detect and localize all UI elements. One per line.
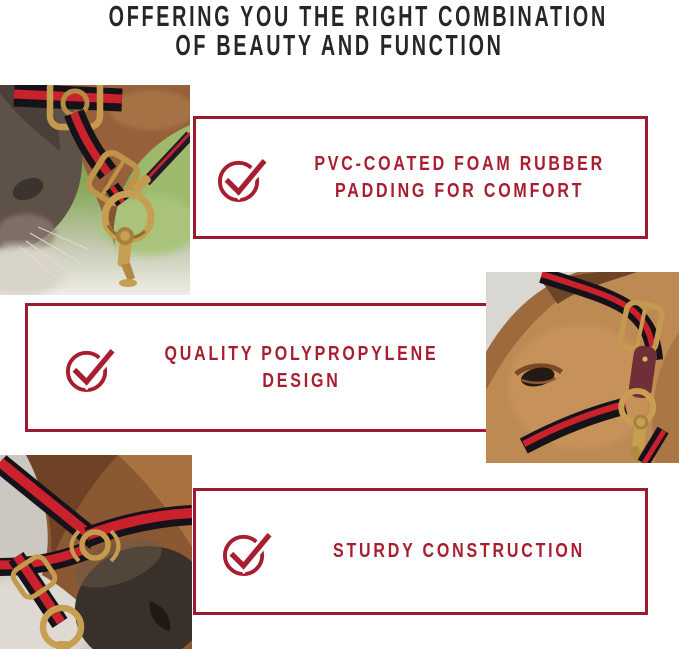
feature-line: QUALITY POLYPROPYLENE [164, 342, 439, 365]
feature-line: PVC-COATED FOAM RUBBER [314, 152, 605, 175]
check-circle-icon [221, 526, 273, 578]
feature-box-polypropylene [25, 303, 487, 432]
horse-head-illustration [486, 272, 679, 463]
feature-text [153, 341, 450, 395]
headline-line-2: OF BEAUTY AND FUNCTION [175, 30, 504, 62]
feature-box-pvc-padding [193, 116, 648, 239]
horse-nose-halter-photo [0, 455, 192, 649]
horse-nose-illustration [0, 455, 192, 649]
feature-line: STURDY CONSTRUCTION [332, 540, 586, 562]
headline [108, 1, 608, 62]
feature-text [310, 538, 608, 565]
feature-line: PADDING FOR COMFORT [334, 179, 585, 202]
check-circle-icon [64, 342, 116, 394]
horse-muzzle-illustration [0, 85, 190, 295]
check-circle-icon [216, 152, 268, 204]
headline-line-1: OFFERING YOU THE RIGHT COMBINATION [108, 1, 608, 33]
feature-box-sturdy-construction [193, 488, 648, 615]
horse-head-halter-photo [486, 272, 679, 463]
feature-line: DESIGN [262, 369, 341, 392]
feature-text [306, 151, 613, 205]
horse-muzzle-halter-photo [0, 85, 190, 295]
